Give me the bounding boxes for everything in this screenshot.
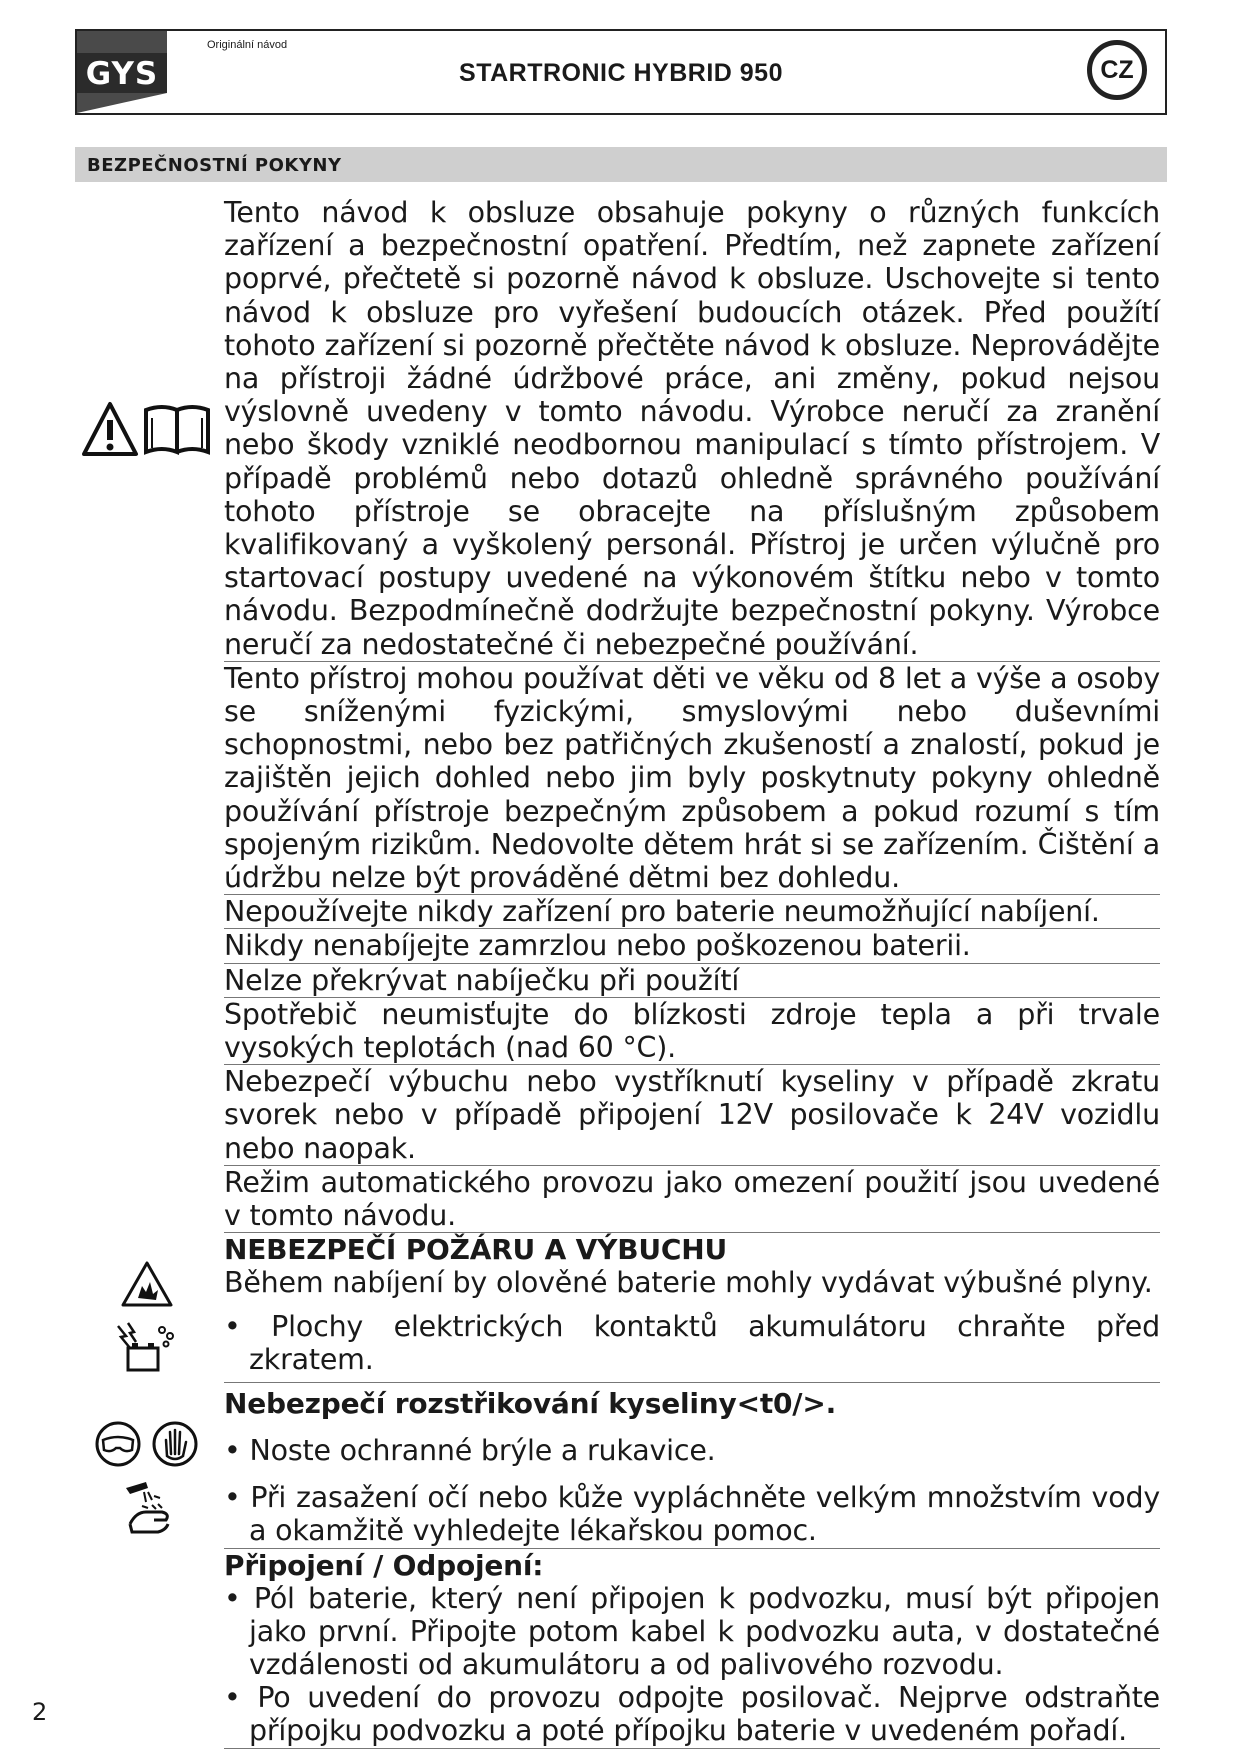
page-number: 2 (32, 1698, 48, 1726)
paragraph-heat: Spotřebič neumisťujte do blízkosti zdroje tepla a při trvale vysokých teplotách (nad 60 °C). (224, 997, 1160, 1065)
acid-section (224, 1383, 1160, 1549)
acid-burn-icon (122, 1478, 176, 1536)
safety-content (224, 196, 1160, 1749)
explosion-warning-icon (120, 1260, 174, 1308)
connect-heading: Připojení / Odpojení: (224, 1548, 544, 1582)
goggles-icon (94, 1420, 142, 1468)
acid-heading: Nebezpečí rozstřikování kyseliny<t0/>. (224, 1386, 837, 1420)
fire-text: Během nabíjení by olověné baterie mohly vydávat výbušné plyny. (224, 1266, 1153, 1300)
document-title: STARTRONIC HYBRID 950 (459, 59, 783, 87)
fire-bullet: • Plochy elektrických kontaktů akumulátoru chraňte před zkratem. (224, 1309, 1161, 1376)
paragraph-general: Tento návod k obsluze obsahuje pokyny o různých funkcích zařízení a bezpečnostní opatření. Předtím, než zapnete zařízení poprvé, přečtetě si pozorně návod k obsluze. Uschovejte si tento návod k obsluze pro vyřešení budoucích otázek. Před použítí tohoto zařízení si pozorně přečtěte návod k obsluze. Neprovádějte na přístroji žádné údržbové práce, ani změny, pokud nejsou výslovně uvedeny v tomto návodu. Výrobce neručí za zranění nebo škody vzniklé neodbornou manipulací s tímto přístrojem. V případě problémů nebo dotazů ohledně správného používání tohoto přístroje se obracejte na příslušným způsobem kvalifikovaný a vyškolený personál. Přístroj je určen výlučně pro startovací postupy uvedené na výkonovém štítku nebo v tomto návodu. Bezpodmínečně dodržujte bezpečnostní pokyny. Výrobce neručí za nedostatečné či nebezpečné používání. (224, 196, 1160, 661)
paragraph-auto-mode: Režim automatického provozu jako omezení použití jsou uvedené v tomto návodu. (224, 1165, 1160, 1233)
paragraph-non-rechargeable: Nepoužívejte nikdy zařízení pro baterie neumožňující nabíjení. (224, 895, 1160, 929)
fire-section (224, 1233, 1160, 1383)
paragraph-children: Tento přístroj mohou používat děti ve věku od 8 let a výše a osoby se sníženými fyzickými, smyslovými nebo duševními schopnostmi, nebo bez patřičných zkušeností a znalostí, pokud je zajištěn jejich dohled nebo jim byly poskytnuty pokyny ohledně používání přístroje bezpečným způsobem a pokud rozumí s tím spojeným rizikům. Nedovolte dětem hrát si se zařízením. Čištění a údržbu nelze být prováděné dětmi bez dohledu. (224, 661, 1160, 895)
connect-section (224, 1549, 1160, 1749)
connect-bullet-1: • Pól baterie, který není připojen k podvozku, musí být připojen jako první. Připojte potom kabel k podvozku auta, v dostatečné vzdálenosti od akumulátoru a od palivového rozvodu. (224, 1581, 1160, 1681)
connect-bullet-2: • Po uvedení do provozu odpojte posilovač. Nejprve odstraňte přípojku podvozku a poté přípojku baterie v uvedeném pořadí. (224, 1681, 1161, 1748)
document-header (75, 29, 1167, 115)
fire-heading: NEBEZPEČÍ POŽÁRU A VÝBUCHU (224, 1233, 727, 1267)
warning-read-manual-icon (80, 400, 212, 460)
country-badge: CZ (1087, 40, 1147, 100)
gloves-icon (151, 1420, 199, 1468)
section-title: BEZPEČNOSTNÍ POKYNY (75, 147, 1167, 182)
gys-logo (77, 31, 167, 113)
logo-text: GYS (85, 56, 159, 92)
spark-battery-icon (112, 1320, 178, 1376)
bullet-dot: • (224, 1309, 241, 1343)
paragraph-no-cover: Nelze překrývat nabíječku při použítí (224, 964, 1160, 998)
subtitle: Originální návod (207, 39, 288, 51)
paragraph-explosion: Nebezpečí výbuchu nebo vystříknutí kyseliny v případě zkratu svorek nebo v případě připojení 12V posilovače k 24V vozidlu nebo naopak. (224, 1065, 1160, 1165)
acid-bullet-1: • Noste ochranné brýle a rukavice. (224, 1433, 716, 1467)
acid-bullet-2: • Při zasažení očí nebo kůže vypláchněte velkým množstvím vody a okamžitě vyhledejte lékařskou pomoc. (224, 1481, 1160, 1548)
paragraph-frozen-battery: Nikdy nenabíjejte zamrzlou nebo poškozenou baterii. (224, 929, 1160, 963)
